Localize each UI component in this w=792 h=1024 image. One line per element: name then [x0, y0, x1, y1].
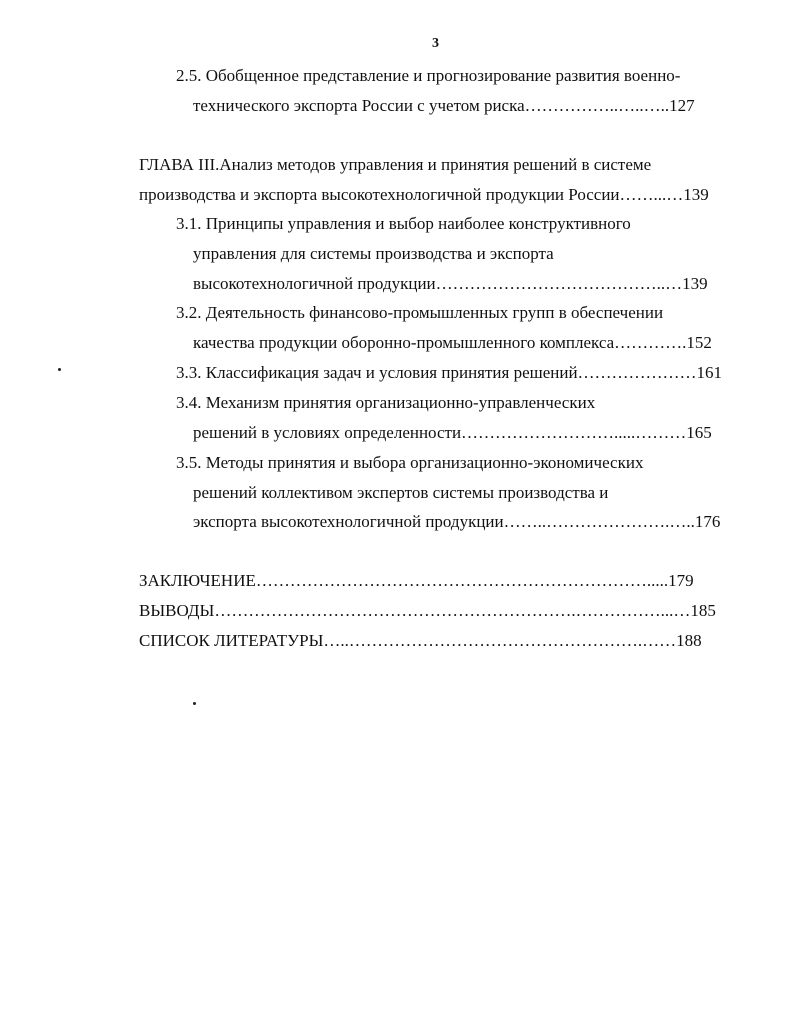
toc-chapter-3-line2: производства и экспорта высокотехнологичной продукции России……...…139 [139, 185, 709, 204]
toc-entry-3-1-line1: 3.1. Принципы управления и выбор наиболее конструктивного [176, 214, 631, 233]
toc-entry-3-4-line2: решений в условиях определенности……………………….....………165 [193, 423, 712, 442]
toc-references: СПИСОК ЛИТЕРАТУРЫ…..…………………………………………….……188 [139, 631, 702, 650]
toc-entry-2-5-line1: 2.5. Обобщенное представление и прогнозирование развития военно- [176, 66, 681, 85]
toc-entry-3-4-line1: 3.4. Механизм принятия организационно-управленческих [176, 393, 596, 412]
toc-chapter-3-line1: ГЛАВА III.Анализ методов управления и принятия решений в системе [139, 155, 652, 174]
scan-speck [193, 702, 196, 705]
toc-conclusion: ЗАКЛЮЧЕНИЕ…………………………………………………………….....179 [139, 571, 694, 590]
toc-entry-3-5-line2: решений коллективом экспертов системы производства и [193, 483, 609, 502]
toc-entry-3-2-line2: качества продукции оборонно-промышленного комплекса………….152 [193, 333, 712, 352]
toc-entry-2-5-line2: технического экспорта России с учетом риска……………..…..…..127 [193, 96, 695, 115]
toc-entry-3-5-line3: экспорта высокотехнологичной продукции……..………………….…..176 [193, 512, 721, 531]
toc-entry-3-1-line3: высокотехнологичной продукции…………………………………..…139 [193, 274, 708, 293]
toc-findings: ВЫВОДЫ……………………………………………………….……………...…185 [139, 601, 716, 620]
toc-entry-3-2-line1: 3.2. Деятельность финансово-промышленных групп в обеспечении [176, 303, 664, 322]
toc-entry-3-5-line1: 3.5. Методы принятия и выбора организационно-экономических [176, 453, 644, 472]
page-number: 3 [432, 36, 439, 51]
toc-entry-3-3: 3.3. Классификация задач и условия принятия решений…………………161 [176, 363, 723, 382]
scan-speck [58, 368, 61, 371]
toc-entry-3-1-line2: управления для системы производства и экспорта [193, 244, 554, 263]
